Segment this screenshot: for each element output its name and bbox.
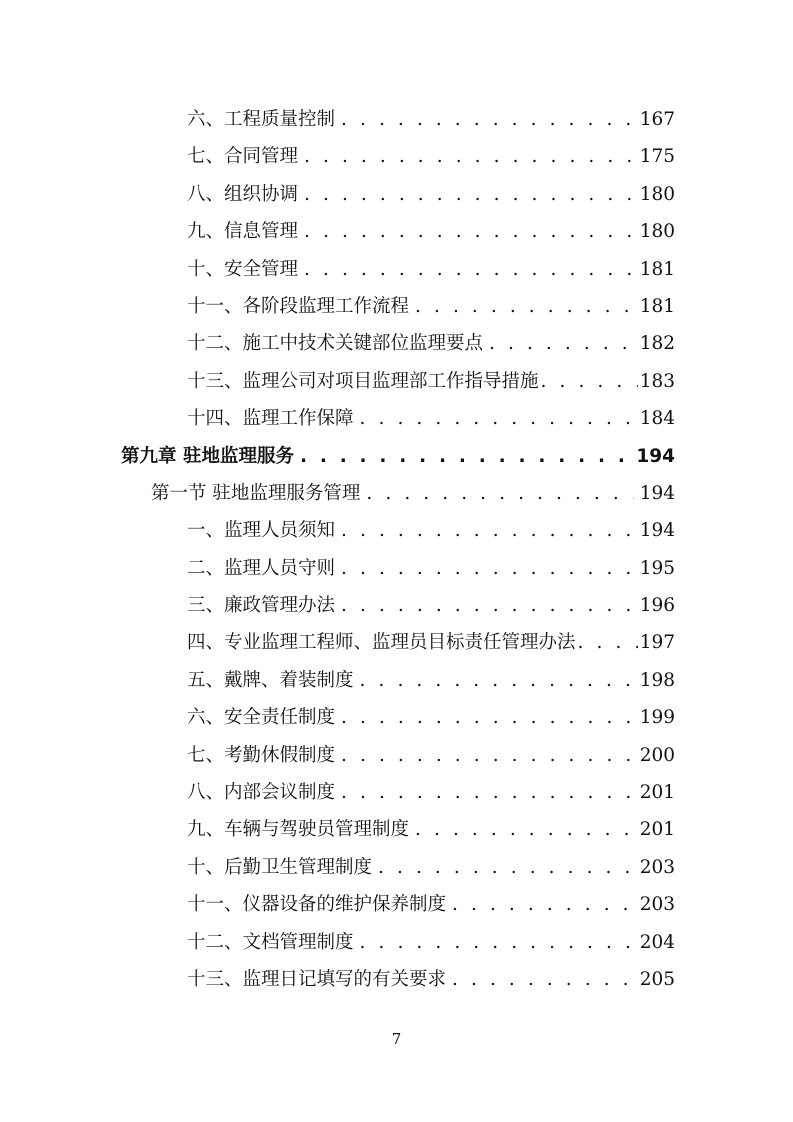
dot-leader bbox=[360, 662, 634, 699]
toc-entry[interactable] bbox=[187, 213, 675, 250]
toc-entry-page: 196 bbox=[639, 595, 675, 617]
toc-entry[interactable] bbox=[187, 961, 675, 998]
toc-entry-title: 十三、监理公司对项目监理部工作指导措施 bbox=[187, 370, 539, 392]
toc-entry[interactable] bbox=[187, 512, 675, 549]
toc-entry[interactable] bbox=[187, 176, 675, 213]
toc-entry[interactable] bbox=[187, 251, 675, 288]
dot-leader bbox=[578, 624, 638, 661]
toc-entry-page: 184 bbox=[639, 408, 675, 430]
toc-entry[interactable] bbox=[187, 550, 675, 587]
toc-entry-title: 十二、文档管理制度 bbox=[187, 931, 354, 953]
dot-leader bbox=[341, 774, 634, 811]
toc-entry[interactable] bbox=[187, 624, 675, 661]
toc-chapter-page: 194 bbox=[636, 445, 675, 467]
dot-leader bbox=[489, 325, 634, 362]
toc-entry-title: 九、车辆与驾驶员管理制度 bbox=[187, 819, 410, 841]
toc-entry-title: 一、监理人员须知 bbox=[187, 520, 336, 542]
dot-leader bbox=[366, 475, 633, 512]
toc-entry-title: 九、信息管理 bbox=[187, 221, 299, 243]
toc-entry-page: 167 bbox=[639, 109, 675, 130]
toc-section-entry[interactable] bbox=[151, 475, 675, 512]
toc-chapter-entry[interactable] bbox=[121, 438, 675, 475]
toc-entry[interactable] bbox=[187, 774, 675, 811]
dot-leader bbox=[360, 924, 634, 961]
toc-entry-page: 201 bbox=[639, 819, 675, 841]
toc-entry-page: 183 bbox=[639, 370, 675, 392]
toc-entry-page: 201 bbox=[639, 782, 675, 804]
toc-entry-title: 八、组织协调 bbox=[187, 183, 299, 205]
toc-entry-page: 198 bbox=[639, 669, 675, 691]
toc-entry-title: 十一、仪器设备的维护保养制度 bbox=[187, 894, 447, 916]
toc-chapter-title: 第九章 驻地监理服务 bbox=[121, 445, 294, 467]
toc-entry-page: 199 bbox=[639, 707, 675, 729]
toc-entry-title: 七、考勤休假制度 bbox=[187, 744, 336, 766]
toc-entry[interactable] bbox=[187, 811, 675, 848]
toc-entry-title: 十一、各阶段监理工作流程 bbox=[187, 295, 410, 317]
toc-entry-title: 十、安全管理 bbox=[187, 258, 299, 280]
toc-entry-title: 八、内部会议制度 bbox=[187, 782, 336, 804]
toc-entry[interactable] bbox=[187, 849, 675, 886]
toc-entry[interactable] bbox=[187, 138, 675, 175]
toc-entry[interactable] bbox=[187, 400, 675, 437]
toc-entry[interactable] bbox=[187, 737, 675, 774]
dot-leader bbox=[452, 961, 634, 998]
toc-entry-page: 181 bbox=[639, 295, 675, 317]
toc-entry-page: 180 bbox=[639, 221, 675, 243]
toc-section-page: 194 bbox=[639, 482, 675, 504]
toc-entry-page: 194 bbox=[639, 520, 675, 542]
toc-entry[interactable] bbox=[187, 101, 675, 138]
page-number: 7 bbox=[391, 1030, 402, 1048]
toc-entry-title: 十四、监理工作保障 bbox=[187, 408, 354, 430]
toc-entry-page: 204 bbox=[639, 931, 675, 953]
toc-entry-page: 180 bbox=[639, 183, 675, 205]
toc-entry[interactable] bbox=[187, 699, 675, 736]
dot-leader bbox=[341, 699, 634, 736]
toc-entry-page: 175 bbox=[639, 146, 675, 168]
toc-entry[interactable] bbox=[187, 886, 675, 923]
dot-leader bbox=[304, 138, 634, 175]
table-of-contents bbox=[0, 101, 793, 998]
toc-entry-page: 205 bbox=[639, 968, 675, 990]
toc-entry-title: 六、安全责任制度 bbox=[187, 707, 336, 729]
dot-leader bbox=[415, 288, 634, 325]
dot-leader bbox=[378, 849, 634, 886]
toc-entry-page: 203 bbox=[639, 856, 675, 878]
toc-entry-title: 二、监理人员守则 bbox=[187, 557, 336, 579]
toc-entry-title: 七、合同管理 bbox=[187, 146, 299, 168]
toc-entry-page: 203 bbox=[639, 894, 675, 916]
toc-entry[interactable] bbox=[187, 662, 675, 699]
toc-entry-title: 十二、施工中技术关键部位监理要点 bbox=[187, 333, 484, 355]
toc-entry-page: 182 bbox=[639, 333, 675, 355]
toc-entry-title: 十三、监理日记填写的有关要求 bbox=[187, 968, 447, 990]
toc-entry[interactable] bbox=[187, 288, 675, 325]
toc-entry-title: 十、后勤卫生管理制度 bbox=[187, 856, 373, 878]
toc-entry-page: 181 bbox=[639, 258, 675, 280]
toc-entry-title: 五、戴牌、着装制度 bbox=[187, 669, 354, 691]
toc-section-title: 第一节 驻地监理服务管理 bbox=[151, 482, 361, 504]
toc-entry[interactable] bbox=[187, 363, 675, 400]
toc-entry-title: 六、工程质量控制 bbox=[187, 109, 336, 130]
toc-entry-title: 四、专业监理工程师、监理员目标责任管理办法 bbox=[187, 632, 576, 654]
toc-entry-title: 三、廉政管理办法 bbox=[187, 595, 336, 617]
dot-leader bbox=[304, 176, 634, 213]
dot-leader bbox=[341, 587, 634, 624]
dot-leader bbox=[341, 550, 634, 587]
dot-leader bbox=[304, 251, 634, 288]
dot-leader bbox=[304, 213, 634, 250]
toc-entry[interactable] bbox=[187, 325, 675, 362]
dot-leader bbox=[300, 438, 630, 475]
dot-leader bbox=[341, 512, 634, 549]
toc-entry-page: 197 bbox=[639, 632, 675, 654]
dot-leader bbox=[415, 811, 634, 848]
toc-entry[interactable] bbox=[187, 924, 675, 961]
dot-leader bbox=[341, 737, 634, 774]
dot-leader bbox=[341, 101, 634, 138]
dot-leader bbox=[541, 363, 638, 400]
toc-entry[interactable] bbox=[187, 587, 675, 624]
toc-entry-page: 200 bbox=[639, 744, 675, 766]
dot-leader bbox=[452, 886, 634, 923]
toc-entry-page: 195 bbox=[639, 557, 675, 579]
dot-leader bbox=[360, 400, 634, 437]
